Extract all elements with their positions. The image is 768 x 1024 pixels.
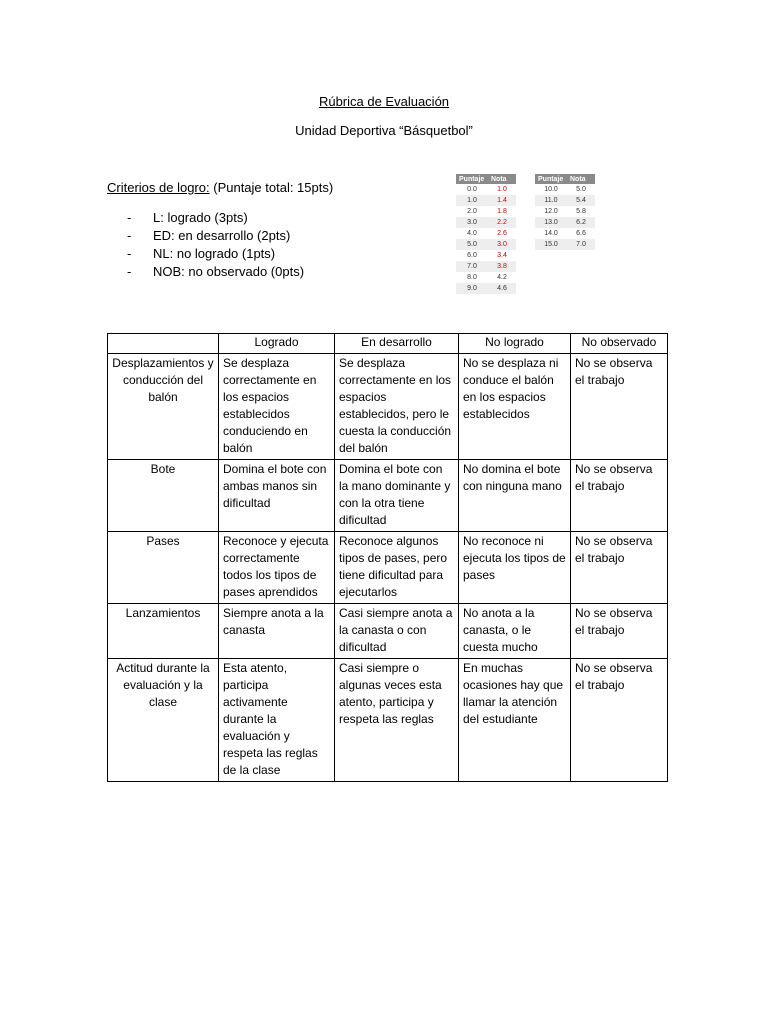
score-row	[456, 195, 516, 206]
score-header-nota: Nota	[567, 174, 595, 184]
rubric-cell-en-desarrollo: Casi siempre anota a la canasta o con dificultad	[335, 604, 459, 659]
score-puntaje: 0.0	[467, 186, 477, 193]
score-nota: 5.8	[576, 208, 586, 215]
document-title: Rúbrica de Evaluación	[318, 94, 450, 109]
score-nota: 4.6	[488, 283, 516, 294]
rubric-cell-en-desarrollo: Se desplaza correctamente en los espacios establecidos, pero le cuesta la conducción del balón	[335, 354, 459, 460]
rubric-cell-no-observado: No se observa el trabajo	[571, 659, 668, 782]
criteria-heading	[107, 180, 333, 195]
rubric-header-logrado: Logrado	[219, 334, 335, 354]
score-row	[535, 217, 595, 228]
score-puntaje: 2.0	[467, 208, 477, 215]
score-puntaje: 3.0	[456, 217, 488, 228]
rubric-row	[108, 354, 668, 460]
criteria-item: - ED: en desarrollo (2pts)	[127, 228, 291, 243]
score-puntaje: 11.0	[535, 195, 567, 206]
document-subtitle: Unidad Deportiva “Básquetbol”	[295, 123, 473, 138]
score-row	[535, 206, 595, 217]
criteria-list	[107, 209, 304, 281]
score-puntaje: 5.0	[456, 239, 488, 250]
score-row	[535, 228, 595, 239]
rubric-cell-logrado: Domina el bote con ambas manos sin dificultad	[219, 460, 335, 532]
criteria-heading-label: Criterios de logro:	[107, 180, 210, 195]
score-puntaje: 10.0	[544, 186, 558, 193]
rubric-cell-logrado: Reconoce y ejecuta correctamente todos los tipos de pases aprendidos	[219, 532, 335, 604]
score-header-nota: Nota	[488, 174, 516, 184]
score-row	[456, 184, 516, 195]
score-puntaje: 8.0	[467, 274, 477, 281]
score-row	[456, 206, 516, 217]
score-row	[456, 239, 516, 250]
score-row	[456, 272, 516, 283]
rubric-criterion: Desplazamientos y conducción del balón	[108, 354, 219, 460]
rubric-criterion: Lanzamientos	[108, 604, 219, 659]
score-row	[535, 195, 595, 206]
rubric-header-en-desarrollo: En desarrollo	[335, 334, 459, 354]
rubric-cell-en-desarrollo: Domina el bote con la mano dominante y con la otra tiene dificultad	[335, 460, 459, 532]
rubric-cell-logrado: Esta atento, participa activamente durante la evaluación y respeta las reglas de la clase	[219, 659, 335, 782]
rubric-cell-no-logrado: En muchas ocasiones hay que llamar la atención del estudiante	[459, 659, 571, 782]
criteria-item: - L: logrado (3pts)	[127, 210, 248, 225]
score-nota: 6.6	[576, 230, 586, 237]
score-puntaje: 13.0	[535, 217, 567, 228]
score-table-left	[456, 174, 516, 294]
rubric-cell-no-logrado: No reconoce ni ejecuta los tipos de pases	[459, 532, 571, 604]
score-nota: 1.8	[497, 208, 507, 215]
rubric-row	[108, 532, 668, 604]
rubric-cell-no-logrado: No domina el bote con ninguna mano	[459, 460, 571, 532]
score-puntaje: 14.0	[544, 230, 558, 237]
rubric-cell-no-logrado: No se desplaza ni conduce el balón en los espacios establecidos	[459, 354, 571, 460]
score-nota: 4.2	[497, 274, 507, 281]
rubric-cell-en-desarrollo: Reconoce algunos tipos de pases, pero tiene dificultad para ejecutarlos	[335, 532, 459, 604]
score-puntaje: 15.0	[535, 239, 567, 250]
score-nota: 2.2	[488, 217, 516, 228]
score-puntaje: 6.0	[467, 252, 477, 259]
score-puntaje: 12.0	[544, 208, 558, 215]
rubric-row	[108, 460, 668, 532]
score-table-right	[535, 174, 595, 250]
rubric-row	[108, 659, 668, 782]
score-nota: 5.0	[576, 186, 586, 193]
rubric-header-empty	[108, 334, 219, 354]
score-row	[456, 228, 516, 239]
rubric-row	[108, 604, 668, 659]
rubric-cell-no-observado: No se observa el trabajo	[571, 532, 668, 604]
rubric-cell-no-observado: No se observa el trabajo	[571, 604, 668, 659]
score-nota: 1.4	[488, 195, 516, 206]
score-nota: 3.8	[488, 261, 516, 272]
score-header-puntaje: Puntaje	[456, 174, 488, 184]
rubric-header-no-observado: No observado	[571, 334, 668, 354]
score-row	[456, 283, 516, 294]
rubric-cell-no-logrado: No anota a la canasta, o le cuesta mucho	[459, 604, 571, 659]
score-row	[535, 184, 595, 195]
rubric-criterion: Bote	[108, 460, 219, 532]
score-puntaje: 1.0	[456, 195, 488, 206]
score-row	[535, 239, 595, 250]
rubric-criterion: Actitud durante la evaluación y la clase	[108, 659, 219, 782]
rubric-cell-en-desarrollo: Casi siempre o algunas veces esta atento, participa y respeta las reglas	[335, 659, 459, 782]
score-puntaje: 4.0	[467, 230, 477, 237]
criteria-total: (Puntaje total: 15pts)	[213, 180, 334, 195]
score-row	[456, 261, 516, 272]
score-puntaje: 9.0	[456, 283, 488, 294]
score-nota: 2.6	[497, 230, 507, 237]
score-puntaje: 7.0	[456, 261, 488, 272]
criteria-item: - NL: no logrado (1pts)	[127, 246, 276, 261]
score-nota: 5.4	[567, 195, 595, 206]
criteria-item: - NOB: no observado (0pts)	[127, 264, 305, 279]
rubric-cell-logrado: Siempre anota a la canasta	[219, 604, 335, 659]
score-nota: 7.0	[567, 239, 595, 250]
score-header-puntaje: Puntaje	[535, 174, 567, 184]
score-nota: 3.0	[488, 239, 516, 250]
score-row	[456, 217, 516, 228]
score-nota: 6.2	[567, 217, 595, 228]
score-row	[456, 250, 516, 261]
score-nota: 3.4	[497, 252, 507, 259]
rubric-cell-logrado: Se desplaza correctamente en los espacios establecidos conduciendo en balón	[219, 354, 335, 460]
rubric-criterion: Pases	[108, 532, 219, 604]
score-nota: 1.0	[497, 186, 507, 193]
rubric-cell-no-observado: No se observa el trabajo	[571, 460, 668, 532]
rubric-table	[107, 333, 668, 782]
rubric-header-no-logrado: No logrado	[459, 334, 571, 354]
rubric-cell-no-observado: No se observa el trabajo	[571, 354, 668, 460]
